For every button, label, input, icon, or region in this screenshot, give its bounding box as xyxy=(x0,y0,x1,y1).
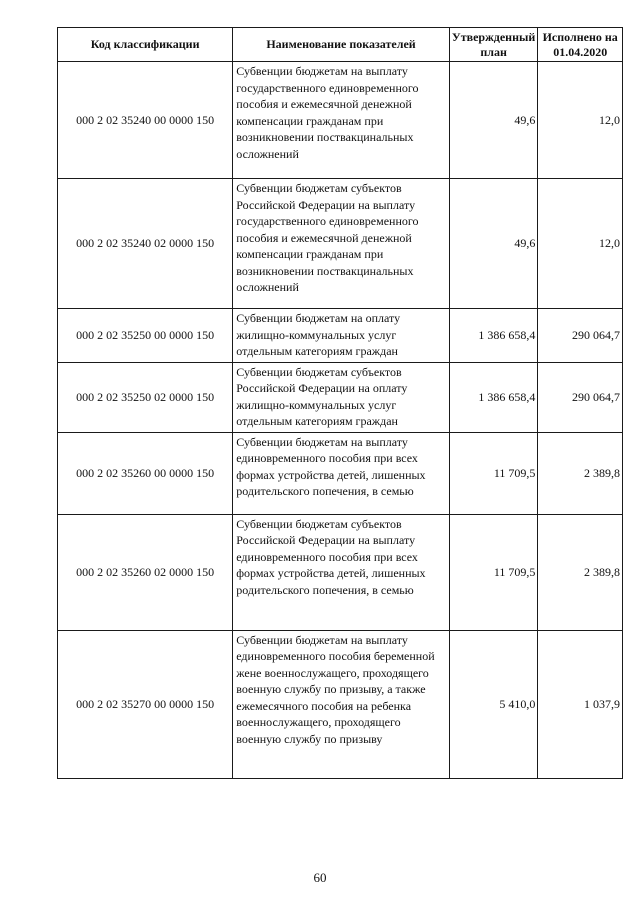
plan-value: 1 386 658,4 xyxy=(449,309,538,363)
table-row xyxy=(58,179,623,309)
classification-code: 000 2 02 35260 02 0000 150 xyxy=(58,514,233,630)
indicator-name: Субвенции бюджетам субъектов Российской Федерации на оплату жилищно-коммунальных услуг отдельным категориям граждан xyxy=(233,362,450,432)
indicator-name: Субвенции бюджетам субъектов Российской Федерации на выплату единовременного пособия при всех формах устройства детей, лишенных родительского попечения, в семью xyxy=(233,514,450,630)
classification-code: 000 2 02 35240 00 0000 150 xyxy=(58,62,233,179)
classification-code: 000 2 02 35270 00 0000 150 xyxy=(58,630,233,778)
table-row xyxy=(58,62,623,179)
indicator-name: Субвенции бюджетам субъектов Российской Федерации на выплату государственного единовременного пособия и ежемесячной денежной компенсации гражданам при возникновении поствакцинальных осложнений xyxy=(233,179,450,309)
executed-value: 12,0 xyxy=(538,62,623,179)
plan-value: 49,6 xyxy=(449,62,538,179)
header-row xyxy=(58,28,623,62)
executed-value: 1 037,9 xyxy=(538,630,623,778)
header-name: Наименование показателей xyxy=(233,28,450,62)
header-code: Код классификации xyxy=(58,28,233,62)
indicator-name: Субвенции бюджетам на выплату единовременного пособия при всех формах устройства детей, лишенных родительского попечения, в семью xyxy=(233,432,450,514)
classification-code: 000 2 02 35250 00 0000 150 xyxy=(58,309,233,363)
table-row xyxy=(58,630,623,778)
classification-code: 000 2 02 35250 02 0000 150 xyxy=(58,362,233,432)
executed-value: 290 064,7 xyxy=(538,309,623,363)
plan-value: 1 386 658,4 xyxy=(449,362,538,432)
plan-value: 49,6 xyxy=(449,179,538,309)
classification-code: 000 2 02 35260 00 0000 150 xyxy=(58,432,233,514)
indicator-name: Субвенции бюджетам на оплату жилищно-коммунальных услуг отдельным категориям граждан xyxy=(233,309,450,363)
table-row xyxy=(58,514,623,630)
budget-table xyxy=(57,27,623,779)
executed-value: 290 064,7 xyxy=(538,362,623,432)
plan-value: 11 709,5 xyxy=(449,432,538,514)
page-number: 60 xyxy=(313,870,327,885)
header-executed: Исполнено на 01.04.2020 xyxy=(538,28,623,62)
executed-value: 2 389,8 xyxy=(538,432,623,514)
executed-value: 12,0 xyxy=(538,179,623,309)
header-plan: Утвержденный план xyxy=(449,28,538,62)
table-row xyxy=(58,362,623,432)
table-row xyxy=(58,432,623,514)
executed-value: 2 389,8 xyxy=(538,514,623,630)
indicator-name: Субвенции бюджетам на выплату единовременного пособия беременной жене военнослужащего, проходящего военную службу по призыву, а также ежемесячного пособия на ребенка военнослужащего, проходящего военную службу по призыву xyxy=(233,630,450,778)
table-row xyxy=(58,309,623,363)
classification-code: 000 2 02 35240 02 0000 150 xyxy=(58,179,233,309)
plan-value: 5 410,0 xyxy=(449,630,538,778)
plan-value: 11 709,5 xyxy=(449,514,538,630)
indicator-name: Субвенции бюджетам на выплату государственного единовременного пособия и ежемесячной денежной компенсации гражданам при возникновении поствакцинальных осложнений xyxy=(233,62,450,179)
